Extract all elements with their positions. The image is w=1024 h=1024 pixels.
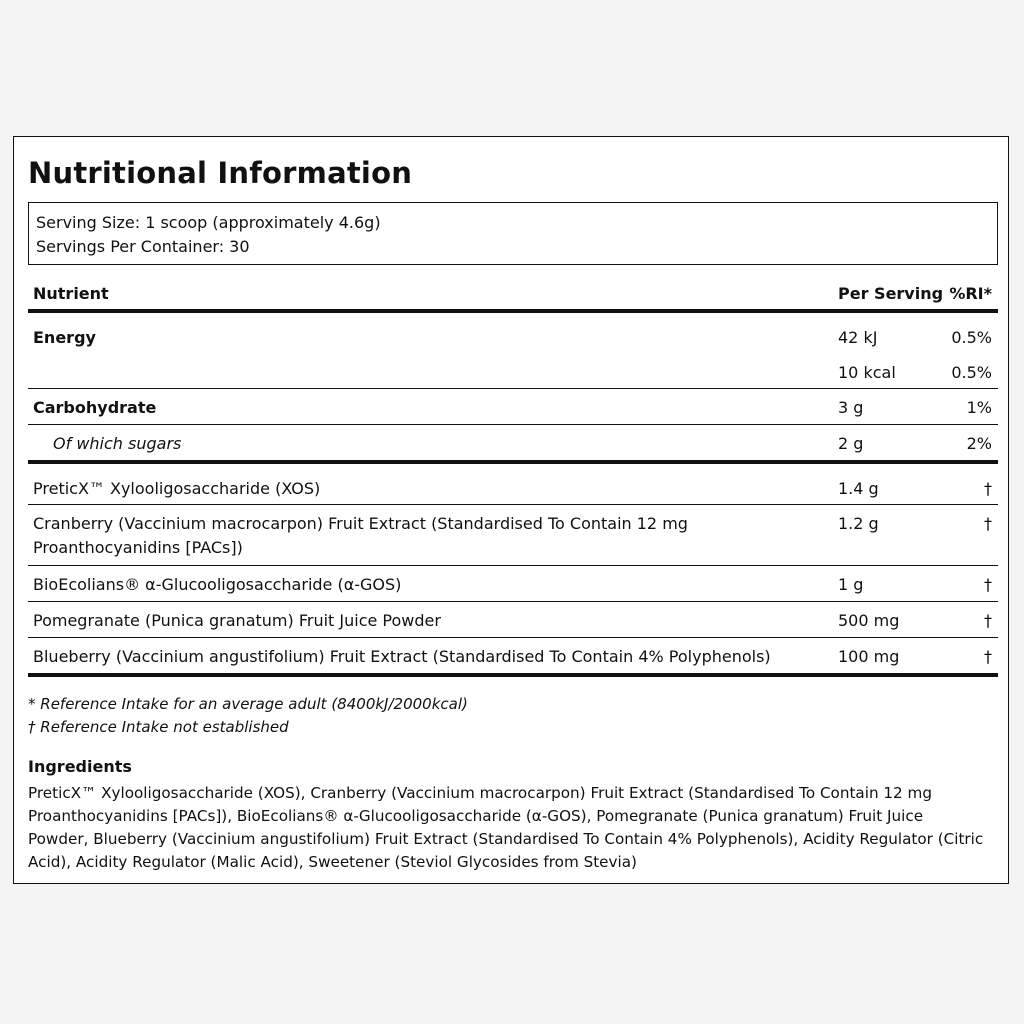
energy-kcal-ri: 0.5% bbox=[951, 363, 992, 382]
active-name: Blueberry (Vaccinium angustifolium) Fruit Extract (Standardised To Contain 4% Polyphenols) bbox=[33, 647, 771, 666]
table-row-sugars bbox=[28, 425, 998, 464]
active-value: 1.2 g bbox=[838, 514, 879, 533]
carbohydrate-label: Carbohydrate bbox=[33, 398, 157, 417]
ingredients-title: Ingredients bbox=[28, 757, 132, 776]
header-per-serving: Per Serving bbox=[838, 284, 944, 303]
footnote-dagger: † Reference Intake not established bbox=[28, 718, 289, 736]
energy-label: Energy bbox=[33, 328, 96, 347]
active-ri: † bbox=[984, 647, 992, 666]
active-name-continued: Proanthocyanidins [PACs]) bbox=[33, 538, 243, 557]
nutrition-panel bbox=[13, 136, 1009, 884]
table-row-energy bbox=[28, 313, 998, 389]
active-name: BioEcolians® α-Glucooligosaccharide (α-GOS) bbox=[33, 575, 402, 594]
active-name: Cranberry (Vaccinium macrocarpon) Fruit Extract (Standardised To Contain 12 mg bbox=[33, 514, 688, 533]
sugars-value: 2 g bbox=[838, 434, 864, 453]
active-ri: † bbox=[984, 575, 992, 594]
active-value: 100 mg bbox=[838, 647, 900, 666]
table-row-carbohydrate bbox=[28, 389, 998, 425]
serving-size: Serving Size: 1 scoop (approximately 4.6g) bbox=[36, 213, 381, 232]
table-row bbox=[28, 464, 998, 505]
ingredients-text bbox=[28, 782, 1000, 874]
active-ri: † bbox=[984, 514, 992, 533]
sugars-label: Of which sugars bbox=[53, 434, 182, 453]
table-row bbox=[28, 638, 998, 677]
energy-kj: 42 kJ bbox=[838, 328, 878, 347]
active-name: PreticX™ Xylooligosaccharide (XOS) bbox=[33, 479, 321, 498]
footnote-ri: * Reference Intake for an average adult (8400kJ/2000kcal) bbox=[28, 695, 468, 713]
header-nutrient: Nutrient bbox=[33, 284, 109, 303]
energy-kcal: 10 kcal bbox=[838, 363, 896, 382]
carbohydrate-ri: 1% bbox=[966, 398, 992, 417]
sugars-ri: 2% bbox=[966, 434, 992, 453]
serving-info-box bbox=[28, 202, 998, 265]
ingredients-line: Proanthocyanidins [PACs]), BioEcolians® α-Glucooligosaccharide (α-GOS), Pomegranate (Punica granatum) Fruit Juice bbox=[28, 807, 924, 825]
table-row bbox=[28, 566, 998, 602]
active-ri: † bbox=[984, 611, 992, 630]
ingredients-line: PreticX™ Xylooligosaccharide (XOS), Cranberry (Vaccinium macrocarpon) Fruit Extract (Standardised To Contain 12 mg bbox=[28, 784, 932, 802]
ingredients-line: Acid), Acidity Regulator (Malic Acid), Sweetener (Steviol Glycosides from Stevia) bbox=[28, 853, 637, 871]
table-row bbox=[28, 602, 998, 638]
nutrition-table bbox=[28, 279, 998, 677]
active-name: Pomegranate (Punica granatum) Fruit Juice Powder bbox=[33, 611, 441, 630]
energy-kj-ri: 0.5% bbox=[951, 328, 992, 347]
ingredients-line: Powder, Blueberry (Vaccinium angustifolium) Fruit Extract (Standardised To Contain 4% Polyphenols), Acidity Regulator (Citric bbox=[28, 830, 984, 848]
active-value: 1.4 g bbox=[838, 479, 879, 498]
table-header-row bbox=[28, 279, 998, 313]
servings-per-container: Servings Per Container: 30 bbox=[36, 237, 250, 256]
active-value: 500 mg bbox=[838, 611, 900, 630]
footnotes bbox=[28, 693, 468, 739]
active-value: 1 g bbox=[838, 575, 864, 594]
page-title: Nutritional Information bbox=[28, 156, 413, 190]
carbohydrate-value: 3 g bbox=[838, 398, 864, 417]
active-ri: † bbox=[984, 479, 992, 498]
table-row bbox=[28, 505, 998, 566]
header-ri: %RI* bbox=[949, 284, 992, 303]
